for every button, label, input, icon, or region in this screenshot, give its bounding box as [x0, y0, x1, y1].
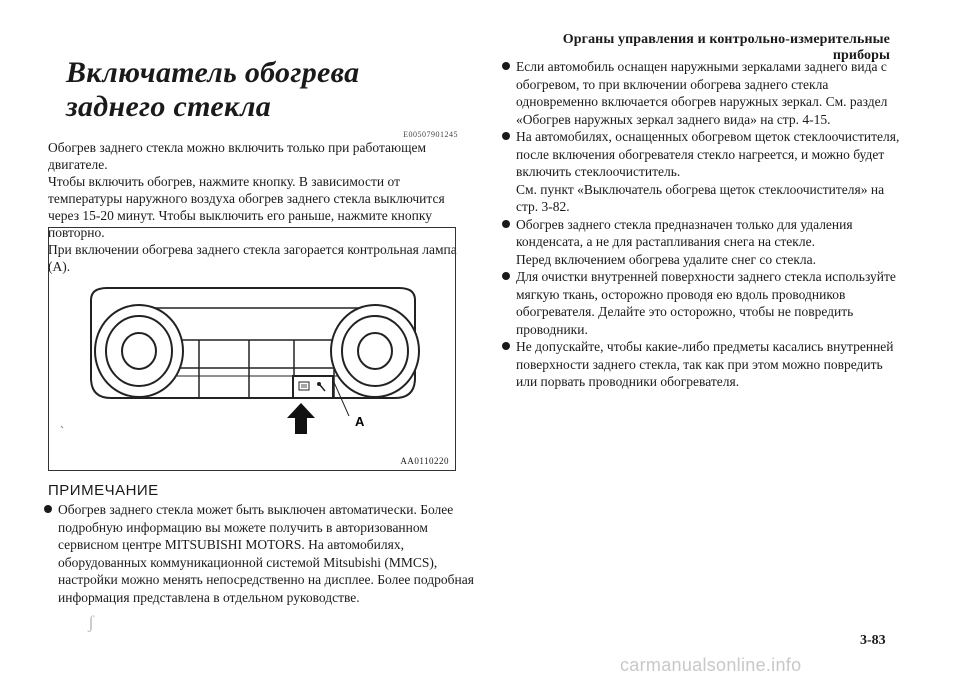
margin-mark: ʃ — [88, 612, 94, 632]
label-a: A — [355, 414, 365, 429]
bullet-icon — [502, 220, 510, 228]
bullet-text: Для очистки внутренней поверхности заднего стекла используйте мягкую ткань, осторожно проводя ею вдоль проводников обогревателя. Делайте это осторожно, чтобы не повредить проводники. — [516, 269, 896, 337]
bullet-item — [506, 128, 906, 181]
note-title: ПРИМЕЧАНИЕ — [48, 482, 159, 499]
control-panel-figure — [48, 227, 456, 471]
control-panel-diagram — [49, 228, 457, 472]
bullet-item — [506, 216, 906, 251]
bullet-icon — [502, 132, 510, 140]
bullet-icon — [502, 342, 510, 350]
bullet-item — [506, 58, 906, 128]
note-block — [48, 482, 478, 606]
document-code: E00507901245 — [403, 130, 458, 139]
bullet-subtext: Перед включением обогрева удалите снег со стекла. — [516, 251, 817, 267]
bullet-subtext: См. пункт «Выключатель обогрева щеток стеклоочистителя» на стр. 3-82. — [516, 181, 885, 214]
page-number: 3-83 — [860, 633, 886, 648]
watermark: carmanualsonline.info — [620, 655, 802, 675]
paragraph-engine: Обогрев заднего стекла можно включить только при работающем двигателе. — [48, 140, 427, 172]
bullet-text: Если автомобиль оснащен наружными зеркалами заднего вида с обогревом, то при включении обогрева заднего стекла одновременно включается обогрев наружных зеркал. См. раздел «Обогрев наружных зеркал заднего вида» на стр. 4-15. — [516, 59, 888, 127]
note-text: Обогрев заднего стекла может быть выключен автоматически. Более подробную информацию вы можете получить в авторизованном сервисном центре MITSUBISHI MOTORS. На автомобилях, оборудованных коммуникационной системой Mitsubishi (MMCS), настройки можно менять непосредственно на дисплее. Более подробная информация представлена в отдельном руководстве. — [58, 502, 474, 605]
bullet-text: Не допускайте, чтобы какие-либо предметы касались внутренней поверхности заднего стекла, так как при этом можно повредить или порвать проводники обогревателя. — [516, 339, 894, 389]
section-header: Органы управления и контрольно-измерительные приборы — [562, 32, 890, 63]
bullet-text: Обогрев заднего стекла предназначен только для удаления конденсата, а не для растапливания снега на стекле. — [516, 216, 853, 249]
note-body — [48, 501, 478, 606]
bullet-item — [506, 338, 906, 391]
right-column — [506, 58, 906, 391]
paragraph-how-to: Чтобы включить обогрев, нажмите кнопку. В зависимости от температуры наружного воздуха обогрев заднего стекла выключится через 15-20 минут. Чтобы выключить его раньше, нажмите кнопку повторно. — [48, 174, 445, 240]
page-title: Включатель обогрева заднего стекла — [66, 56, 360, 123]
paragraph-indicator: При включении обогрева заднего стекла загорается контрольная лампа (A). — [48, 242, 457, 274]
figure-code: AA0110220 — [400, 456, 449, 466]
bullet-icon — [44, 505, 52, 513]
bullet-item — [506, 268, 906, 338]
bullet-text: На автомобилях, оснащенных обогревом щеток стеклоочистителя, после включения обогревателя стекло нагреется, и можно будет включить стеклоочиститель. — [516, 129, 900, 179]
bullet-icon — [502, 272, 510, 280]
bullet-icon — [502, 62, 510, 70]
